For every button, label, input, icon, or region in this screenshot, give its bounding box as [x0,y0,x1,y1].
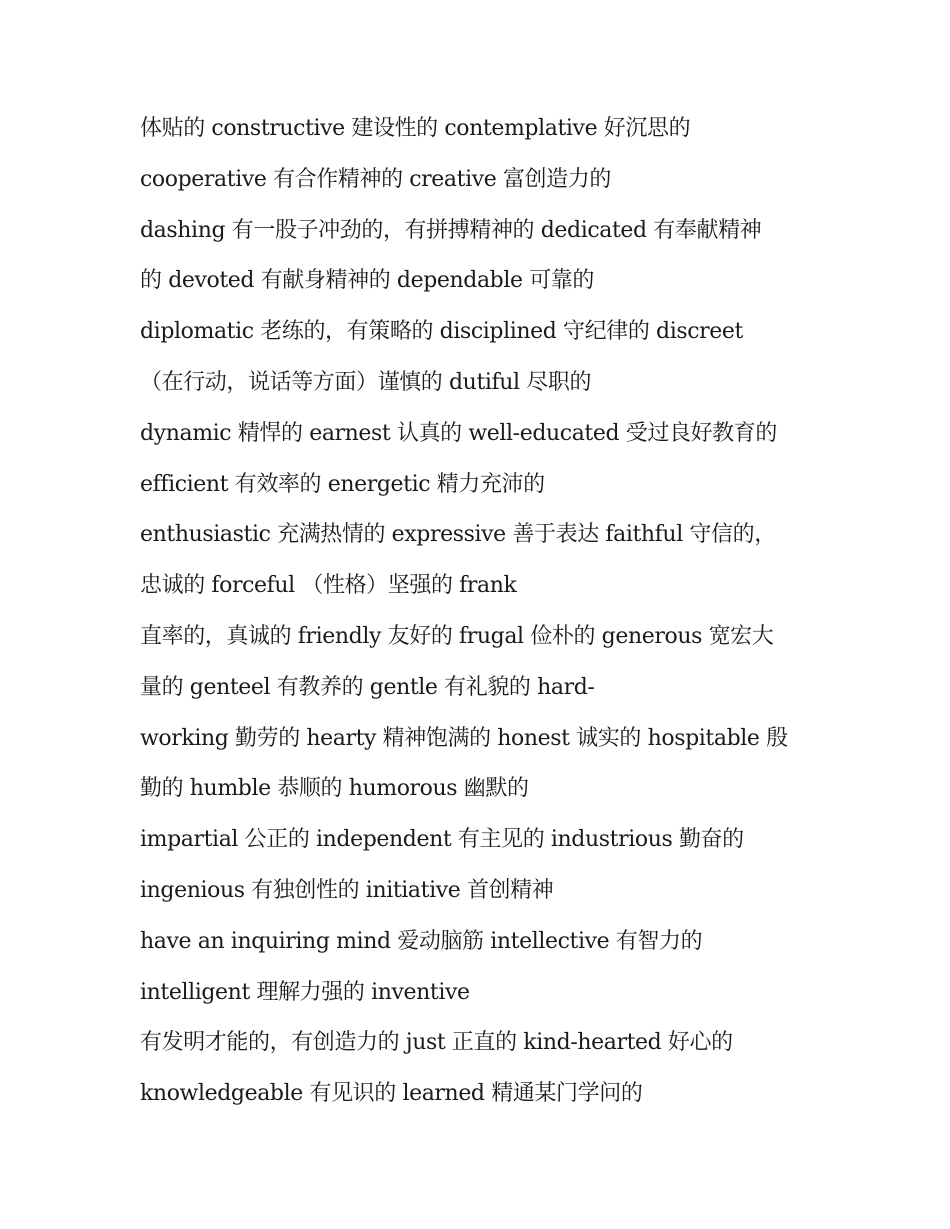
text-line: dynamic 精悍的 earnest 认真的 well-educated 受过良好教育的 [140,420,777,446]
text-line: 体贴的 constructive 建设性的 contemplative 好沉思的 [140,116,691,141]
text-line: knowledgeable 有见识的 learned 精通某门学问的 [140,1081,643,1107]
text-line: have an inquiring mind 爱动脑筋 intellective 有智力的 [140,928,703,954]
text-line: working 勤劳的 hearty 精神饱满的 honest 诚实的 hospitable 殷 [140,725,788,751]
text-line: 量的 genteel 有教养的 gentle 有礼貌的 hard- [140,674,595,700]
text-line: ingenious 有独创性的 initiative 首创精神 [140,877,554,903]
text-line: 有发明才能的，有创造力的 just 正直的 kind-hearted 好心的 [140,1030,733,1056]
text-line: 的 devoted 有献身精神的 dependable 可靠的 [140,268,595,294]
text-line: impartial 公正的 independent 有主见的 industrious 勤奋的 [140,827,744,853]
text-line: intelligent 理解力强的 inventive [140,979,470,1005]
text-line: dashing 有一股子冲劲的，有拼搏精神的 dedicated 有奉献精神 [140,217,762,243]
text-line: efficient 有效率的 energetic 精力充沛的 [140,471,545,497]
text-line: 忠诚的 forceful （性格）坚强的 frank [140,573,517,599]
text-line: diplomatic 老练的，有策略的 disciplined 守纪律的 discreet [140,319,743,345]
vocabulary-text-block [140,104,840,1120]
text-line: enthusiastic 充满热情的 expressive 善于表达 faithful 守信的， [140,522,776,548]
text-line: （在行动，说话等方面）谨慎的 dutiful 尽职的 [140,369,592,395]
text-line: 勤的 humble 恭顺的 humorous 幽默的 [140,776,529,802]
text-line: cooperative 有合作精神的 creative 富创造力的 [140,166,611,192]
text-line: 直率的，真诚的 friendly 友好的 frugal 俭朴的 generous 宽宏大 [140,623,774,649]
